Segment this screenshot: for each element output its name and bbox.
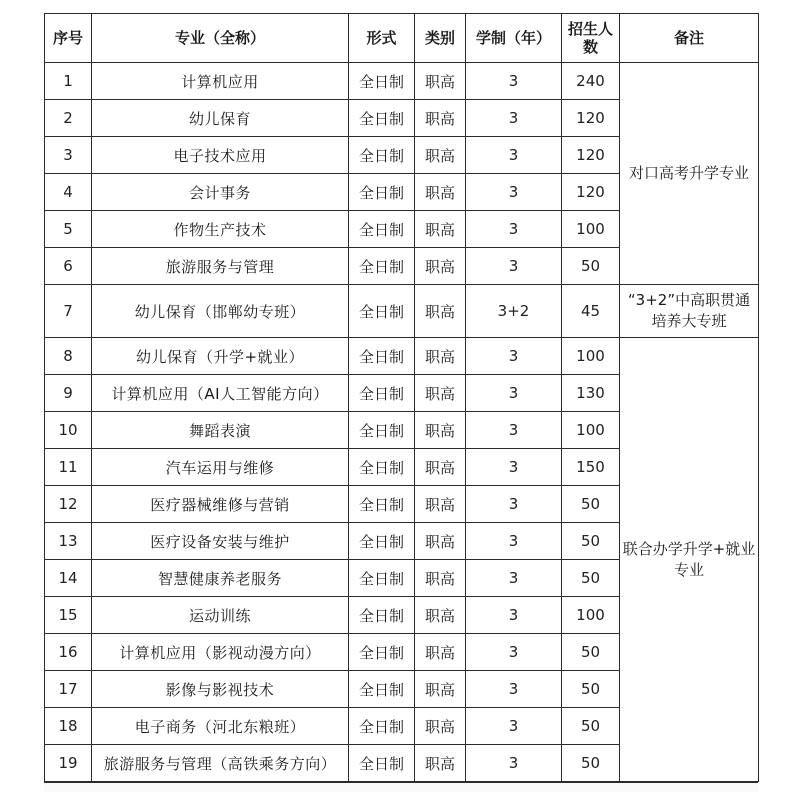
cell-serial-number: 19 xyxy=(45,745,92,782)
cell-serial-number: 17 xyxy=(45,671,92,708)
cell-duration: 3 xyxy=(466,745,562,782)
cell-enrollment-count: 240 xyxy=(562,63,620,100)
cell-type: 职高 xyxy=(415,708,466,745)
cell-form: 全日制 xyxy=(349,100,415,137)
cell-type: 职高 xyxy=(415,248,466,285)
cell-major: 智慧健康养老服务 xyxy=(92,560,349,597)
table-row xyxy=(45,285,759,338)
cell-enrollment-count: 100 xyxy=(562,597,620,634)
cell-enrollment-count: 120 xyxy=(562,137,620,174)
cell-major: 旅游服务与管理 xyxy=(92,248,349,285)
cell-serial-number: 6 xyxy=(45,248,92,285)
cell-form: 全日制 xyxy=(349,63,415,100)
cell-form: 全日制 xyxy=(349,486,415,523)
cell-type: 职高 xyxy=(415,486,466,523)
cell-form: 全日制 xyxy=(349,412,415,449)
cell-major: 计算机应用 xyxy=(92,63,349,100)
cell-form: 全日制 xyxy=(349,211,415,248)
cell-duration: 3 xyxy=(466,100,562,137)
table-header xyxy=(45,14,759,63)
table-row xyxy=(45,338,759,375)
header-row xyxy=(45,14,759,63)
cell-duration: 3 xyxy=(466,63,562,100)
cell-serial-number: 10 xyxy=(45,412,92,449)
cell-serial-number: 3 xyxy=(45,137,92,174)
cell-serial-number: 7 xyxy=(45,285,92,338)
cell-enrollment-count: 100 xyxy=(562,211,620,248)
cell-type: 职高 xyxy=(415,671,466,708)
cell-form: 全日制 xyxy=(349,137,415,174)
cell-enrollment-count: 50 xyxy=(562,634,620,671)
cell-type: 职高 xyxy=(415,100,466,137)
cell-duration: 3 xyxy=(466,597,562,634)
cell-type: 职高 xyxy=(415,375,466,412)
cell-serial-number: 15 xyxy=(45,597,92,634)
cell-type: 职高 xyxy=(415,412,466,449)
cell-serial-number: 18 xyxy=(45,708,92,745)
cell-type: 职高 xyxy=(415,745,466,782)
cell-remarks-group-1: 对口高考升学专业 xyxy=(620,63,759,285)
cell-serial-number: 9 xyxy=(45,375,92,412)
cell-major: 汽车运用与维修 xyxy=(92,449,349,486)
cell-major: 幼儿保育（升学+就业） xyxy=(92,338,349,375)
cell-enrollment-count: 50 xyxy=(562,523,620,560)
cell-form: 全日制 xyxy=(349,597,415,634)
cell-serial-number: 1 xyxy=(45,63,92,100)
cell-remarks-group-3: 联合办学升学+就业专业 xyxy=(620,338,759,782)
cell-duration: 3 xyxy=(466,248,562,285)
cell-type: 职高 xyxy=(415,449,466,486)
cell-form: 全日制 xyxy=(349,634,415,671)
cell-form: 全日制 xyxy=(349,708,415,745)
cell-enrollment-count: 120 xyxy=(562,100,620,137)
cell-enrollment-count: 130 xyxy=(562,375,620,412)
cell-type: 职高 xyxy=(415,338,466,375)
cell-major: 运动训练 xyxy=(92,597,349,634)
cell-major: 旅游服务与管理（高铁乘务方向） xyxy=(92,745,349,782)
cell-form: 全日制 xyxy=(349,338,415,375)
cell-serial-number: 16 xyxy=(45,634,92,671)
cell-major: 影像与影视技术 xyxy=(92,671,349,708)
enrollment-plan-table xyxy=(44,13,759,782)
cell-major: 舞蹈表演 xyxy=(92,412,349,449)
cell-enrollment-count: 50 xyxy=(562,708,620,745)
cell-enrollment-count: 50 xyxy=(562,486,620,523)
cell-enrollment-count: 50 xyxy=(562,745,620,782)
cell-form: 全日制 xyxy=(349,449,415,486)
cell-enrollment-count: 150 xyxy=(562,449,620,486)
cell-type: 职高 xyxy=(415,634,466,671)
cell-major: 幼儿保育（邯郸幼专班） xyxy=(92,285,349,338)
cell-type: 职高 xyxy=(415,63,466,100)
header-form: 形式 xyxy=(349,14,415,63)
cell-major: 会计事务 xyxy=(92,174,349,211)
header-enrollment-count: 招生人数 xyxy=(562,14,620,63)
cell-major: 计算机应用（影视动漫方向） xyxy=(92,634,349,671)
cell-duration: 3 xyxy=(466,211,562,248)
cell-major: 电子商务（河北东粮班） xyxy=(92,708,349,745)
cell-duration: 3 xyxy=(466,486,562,523)
cell-type: 职高 xyxy=(415,560,466,597)
cell-major: 作物生产技术 xyxy=(92,211,349,248)
header-remarks: 备注 xyxy=(620,14,759,63)
cell-duration: 3 xyxy=(466,634,562,671)
header-duration: 学制（年） xyxy=(466,14,562,63)
cell-major: 计算机应用（AI人工智能方向） xyxy=(92,375,349,412)
cell-remarks-group-2: “3+2”中高职贯通培养大专班 xyxy=(620,285,759,338)
cell-enrollment-count: 45 xyxy=(562,285,620,338)
cell-type: 职高 xyxy=(415,523,466,560)
cell-form: 全日制 xyxy=(349,560,415,597)
cell-duration: 3+2 xyxy=(466,285,562,338)
header-type: 类别 xyxy=(415,14,466,63)
cell-serial-number: 12 xyxy=(45,486,92,523)
cell-duration: 3 xyxy=(466,560,562,597)
cell-enrollment-count: 50 xyxy=(562,248,620,285)
cell-form: 全日制 xyxy=(349,174,415,211)
cell-type: 职高 xyxy=(415,174,466,211)
cell-duration: 3 xyxy=(466,338,562,375)
cell-duration: 3 xyxy=(466,708,562,745)
cell-form: 全日制 xyxy=(349,745,415,782)
cell-form: 全日制 xyxy=(349,671,415,708)
cell-form: 全日制 xyxy=(349,523,415,560)
cell-serial-number: 14 xyxy=(45,560,92,597)
cell-enrollment-count: 120 xyxy=(562,174,620,211)
cell-serial-number: 5 xyxy=(45,211,92,248)
cell-enrollment-count: 100 xyxy=(562,412,620,449)
cell-major: 幼儿保育 xyxy=(92,100,349,137)
cell-duration: 3 xyxy=(466,523,562,560)
cell-enrollment-count: 50 xyxy=(562,671,620,708)
cell-duration: 3 xyxy=(466,174,562,211)
cell-enrollment-count: 100 xyxy=(562,338,620,375)
header-major: 专业（全称） xyxy=(92,14,349,63)
cell-form: 全日制 xyxy=(349,375,415,412)
cell-type: 职高 xyxy=(415,285,466,338)
table-row xyxy=(45,63,759,100)
cell-duration: 3 xyxy=(466,671,562,708)
cell-serial-number: 13 xyxy=(45,523,92,560)
cell-serial-number: 4 xyxy=(45,174,92,211)
table-body xyxy=(45,63,759,782)
cell-type: 职高 xyxy=(415,211,466,248)
cell-serial-number: 8 xyxy=(45,338,92,375)
cell-form: 全日制 xyxy=(349,248,415,285)
cell-enrollment-count: 50 xyxy=(562,560,620,597)
cell-duration: 3 xyxy=(466,449,562,486)
cell-duration: 3 xyxy=(466,137,562,174)
cell-form: 全日制 xyxy=(349,285,415,338)
header-serial-number: 序号 xyxy=(45,14,92,63)
cell-type: 职高 xyxy=(415,597,466,634)
cell-major: 电子技术应用 xyxy=(92,137,349,174)
cell-serial-number: 11 xyxy=(45,449,92,486)
cell-type: 职高 xyxy=(415,137,466,174)
cell-duration: 3 xyxy=(466,412,562,449)
cell-major: 医疗器械维修与营销 xyxy=(92,486,349,523)
cell-major: 医疗设备安装与维护 xyxy=(92,523,349,560)
cell-serial-number: 2 xyxy=(45,100,92,137)
cell-duration: 3 xyxy=(466,375,562,412)
